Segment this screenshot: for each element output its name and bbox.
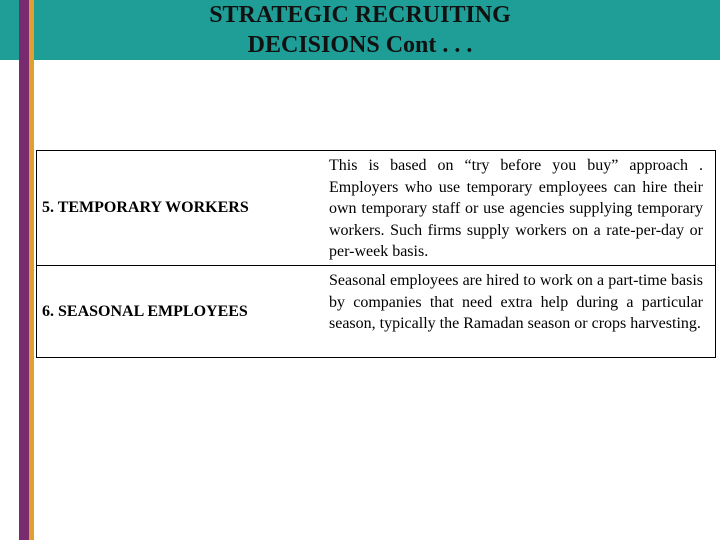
row-description: Seasonal employees are hired to work on a part-time basis by companies that need extra help during a particular season, typically the Ramadan season or crops harvesting. <box>329 272 703 332</box>
row-label: 6. SEASONAL EMPLOYEES <box>42 302 248 320</box>
left-accent-stripe-orange <box>29 0 34 540</box>
recruiting-table <box>36 150 716 358</box>
row-description: This is based on “try before you buy” approach . Employers who use temporary employees can hire their own temporary staff or use agencies supplying temporary workers. Such firms supply workers on a rate-per-day or per-week basis. <box>329 157 703 260</box>
table-row-temporary-workers <box>37 151 715 266</box>
left-accent-stripe-purple <box>19 0 29 540</box>
row-label: 5. TEMPORARY WORKERS <box>42 199 249 216</box>
slide-title-line-1: STRATEGIC RECRUITING <box>209 2 511 28</box>
table-row-seasonal-employees <box>37 266 715 357</box>
slide-title <box>0 0 720 60</box>
slide-title-line-2: DECISIONS Cont . . . <box>247 32 473 58</box>
